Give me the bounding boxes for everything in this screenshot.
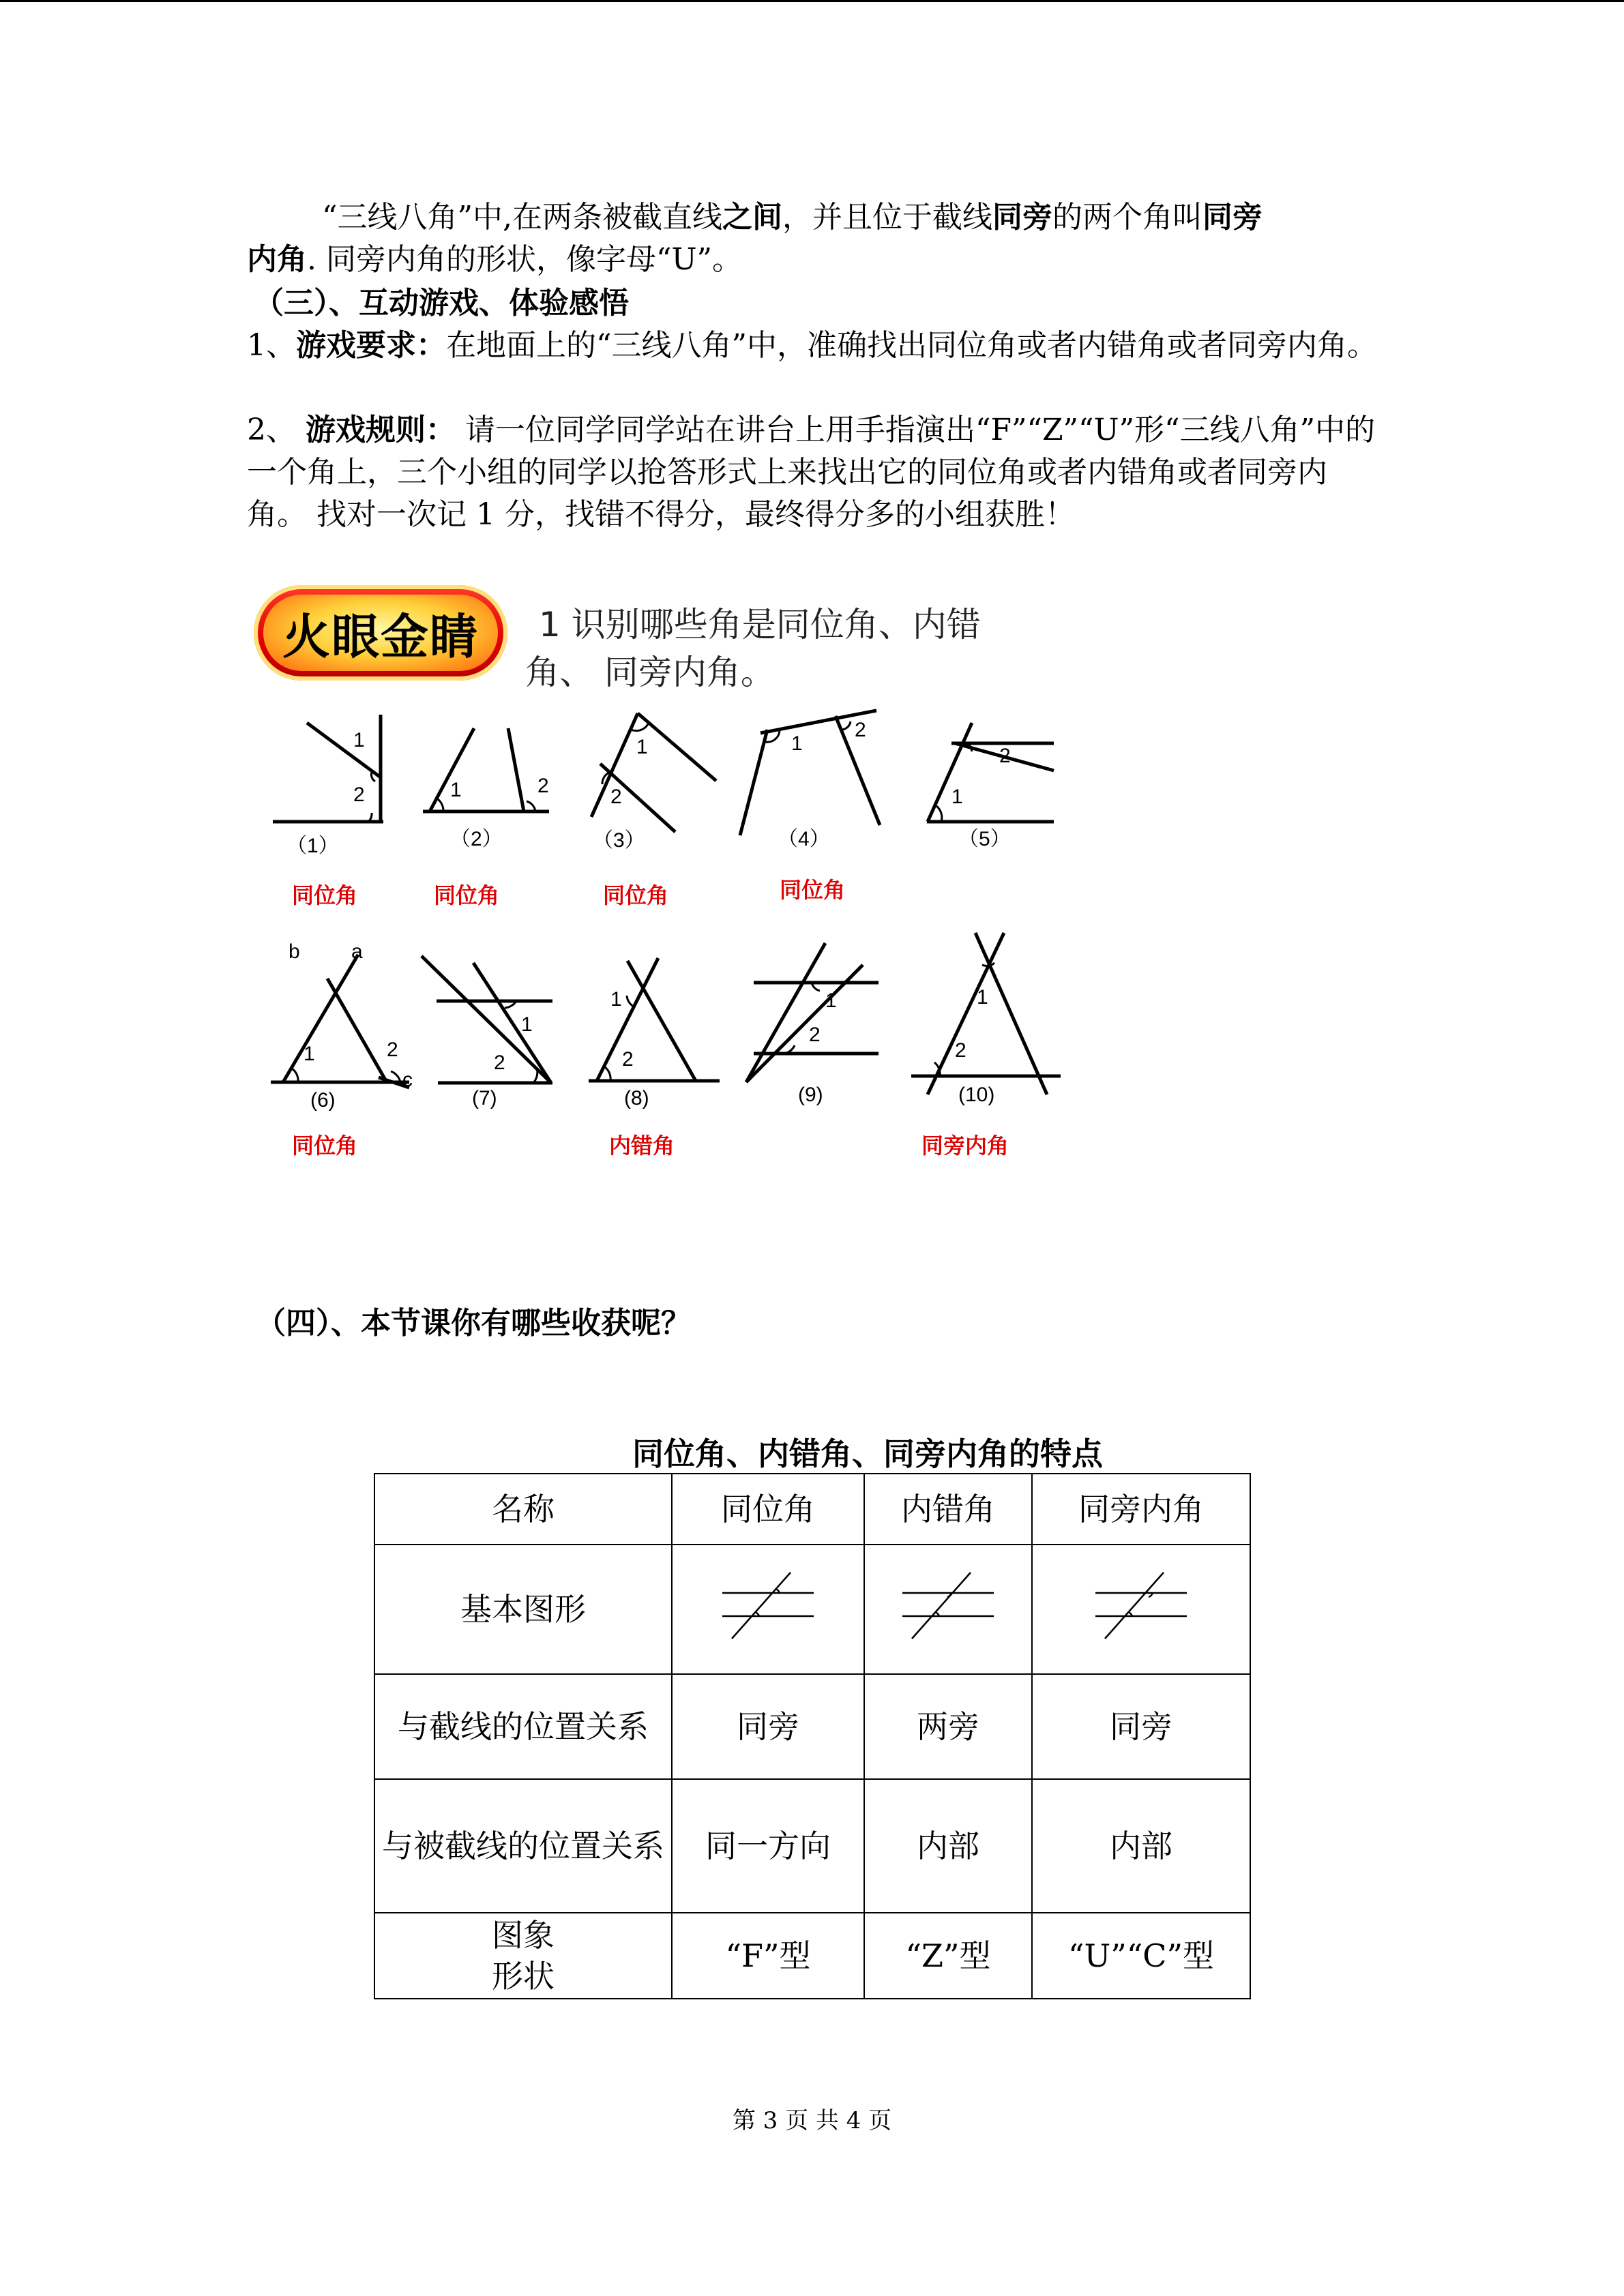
- intro-paragraph: “三线八角”中,在两条被截直线之间，并且位于截线同旁的两个角叫同旁 内角. 同旁内角的形状，像字母“U”。: [247, 200, 1263, 277]
- svg-text:c: c: [402, 1069, 413, 1091]
- features-table: [374, 1473, 1251, 1999]
- table-cell: 内部: [1032, 1779, 1250, 1913]
- exercise-title-line2: 角、 同旁内角。: [525, 653, 775, 692]
- figure-6: [269, 938, 426, 1115]
- top-border: [0, 0, 1624, 2]
- table-cell: 两旁: [864, 1674, 1032, 1779]
- svg-text:1: 1: [521, 1013, 533, 1036]
- table-caption: 同位角、内错角、同旁内角的特点: [632, 1435, 1103, 1472]
- svg-text:1: 1: [825, 989, 837, 1012]
- table-header-cell: 名称: [374, 1474, 672, 1545]
- figure-1-number: （1）: [286, 835, 339, 857]
- svg-text:1: 1: [791, 732, 803, 755]
- row-label: 图象 形状: [374, 1913, 672, 1999]
- svg-text:2: 2: [855, 719, 866, 741]
- figure-1-answer: 同位角: [292, 882, 358, 908]
- svg-text:2: 2: [494, 1052, 505, 1074]
- table-header-cell: 同旁内角: [1032, 1474, 1250, 1545]
- table-cell: “U”“C”型: [1032, 1913, 1250, 1999]
- figure-5: [917, 716, 1061, 852]
- figure-5-number: （5）: [958, 828, 1011, 850]
- figure-7-number: (7): [472, 1087, 497, 1109]
- svg-text:1: 1: [977, 986, 988, 1009]
- figure-10-answer: 同旁内角: [921, 1133, 1009, 1159]
- svg-text:2: 2: [622, 1048, 634, 1071]
- figure-8-number: (8): [624, 1087, 649, 1109]
- table-cell: 同一方向: [672, 1779, 864, 1913]
- figure-1: [266, 709, 389, 859]
- figure-2: [416, 709, 552, 859]
- figure-10-number: (10): [958, 1084, 995, 1106]
- exercise-title-line1: 1 识别哪些角是同位角、内错: [539, 605, 981, 644]
- basic-figure-interior: [1032, 1545, 1250, 1674]
- table-cell: 内部: [864, 1779, 1032, 1913]
- game-requirement: 1、游戏要求：在地面上的“三线八角”中，准确找出同位角或者内错角或者同旁内角。: [247, 328, 1377, 363]
- figure-3: [583, 702, 720, 859]
- svg-text:1: 1: [636, 736, 648, 758]
- svg-text:1: 1: [951, 786, 963, 808]
- figure-3-number: （3）: [593, 829, 645, 852]
- table-header-row: [374, 1474, 1250, 1545]
- table-cell: 同旁: [672, 1674, 864, 1779]
- figure-6-answer: 同位角: [292, 1133, 358, 1159]
- section4-title: （四）、本节课你有哪些收获呢？: [256, 1306, 691, 1341]
- svg-text:2: 2: [387, 1039, 398, 1061]
- table-cell: “Z”型: [864, 1913, 1032, 1999]
- svg-text:b: b: [289, 940, 300, 963]
- figure-2-number: （2）: [450, 828, 503, 850]
- alternate-angle-figure: [897, 1567, 999, 1642]
- svg-text:1: 1: [353, 729, 365, 751]
- figure-4: [733, 702, 883, 859]
- corresponding-angle-figure: [717, 1567, 819, 1642]
- page-footer: 第 3 页 共 4 页: [732, 2107, 892, 2134]
- svg-text:2: 2: [999, 745, 1011, 767]
- row-label: 与被截线的位置关系: [374, 1779, 672, 1913]
- table-cell: 同旁: [1032, 1674, 1250, 1779]
- basic-figure-corresponding: [672, 1545, 864, 1674]
- table-header-cell: 内错角: [864, 1474, 1032, 1545]
- game-rules: 2、 游戏规则： 请一位同学同学站在讲台上用手指演出“F”“Z”“U”形“三线八角”中的一个角上，三个小组的同学以抢答形式上来找出它的同位角或者内错角或者同旁内角。 找对一次记 1 分，找错不得分，最终得分多的小组获胜！: [247, 413, 1376, 532]
- table-header-cell: 同位角: [672, 1474, 864, 1545]
- svg-text:2: 2: [955, 1039, 966, 1062]
- figure-9: [743, 938, 887, 1115]
- figure-4-number: （4）: [778, 828, 830, 850]
- figure-8-answer: 内错角: [609, 1133, 675, 1159]
- figure-10: [907, 927, 1064, 1112]
- interior-angle-figure: [1090, 1567, 1192, 1642]
- svg-text:2: 2: [353, 784, 365, 806]
- svg-text:a: a: [351, 940, 363, 963]
- row-label: 基本图形: [374, 1545, 672, 1674]
- figure-3-answer: 同位角: [603, 882, 669, 908]
- table-row: [374, 1674, 1250, 1779]
- row-label: 与截线的位置关系: [374, 1674, 672, 1779]
- table-row: [374, 1545, 1250, 1674]
- table-row: [374, 1913, 1250, 1999]
- figure-6-number: (6): [310, 1089, 336, 1112]
- figure-9-number: (9): [798, 1084, 823, 1106]
- svg-text:1: 1: [610, 988, 622, 1011]
- table-row: [374, 1779, 1250, 1913]
- table-cell: “F”型: [672, 1913, 864, 1999]
- badge-huoyanjinjing: [254, 585, 507, 681]
- svg-text:1: 1: [450, 779, 462, 801]
- svg-text:2: 2: [537, 775, 549, 797]
- badge-text: 火眼金睛: [282, 608, 479, 665]
- figure-2-answer: 同位角: [434, 882, 500, 908]
- svg-text:2: 2: [809, 1024, 821, 1046]
- figure-7: [417, 948, 567, 1112]
- svg-text:2: 2: [610, 786, 622, 808]
- figure-8: [583, 951, 726, 1115]
- basic-figure-alternate: [864, 1545, 1032, 1674]
- figure-4-answer: 同位角: [780, 877, 846, 903]
- svg-text:1: 1: [304, 1043, 315, 1065]
- section3-title: （三）、互动游戏、体验感悟: [254, 286, 629, 320]
